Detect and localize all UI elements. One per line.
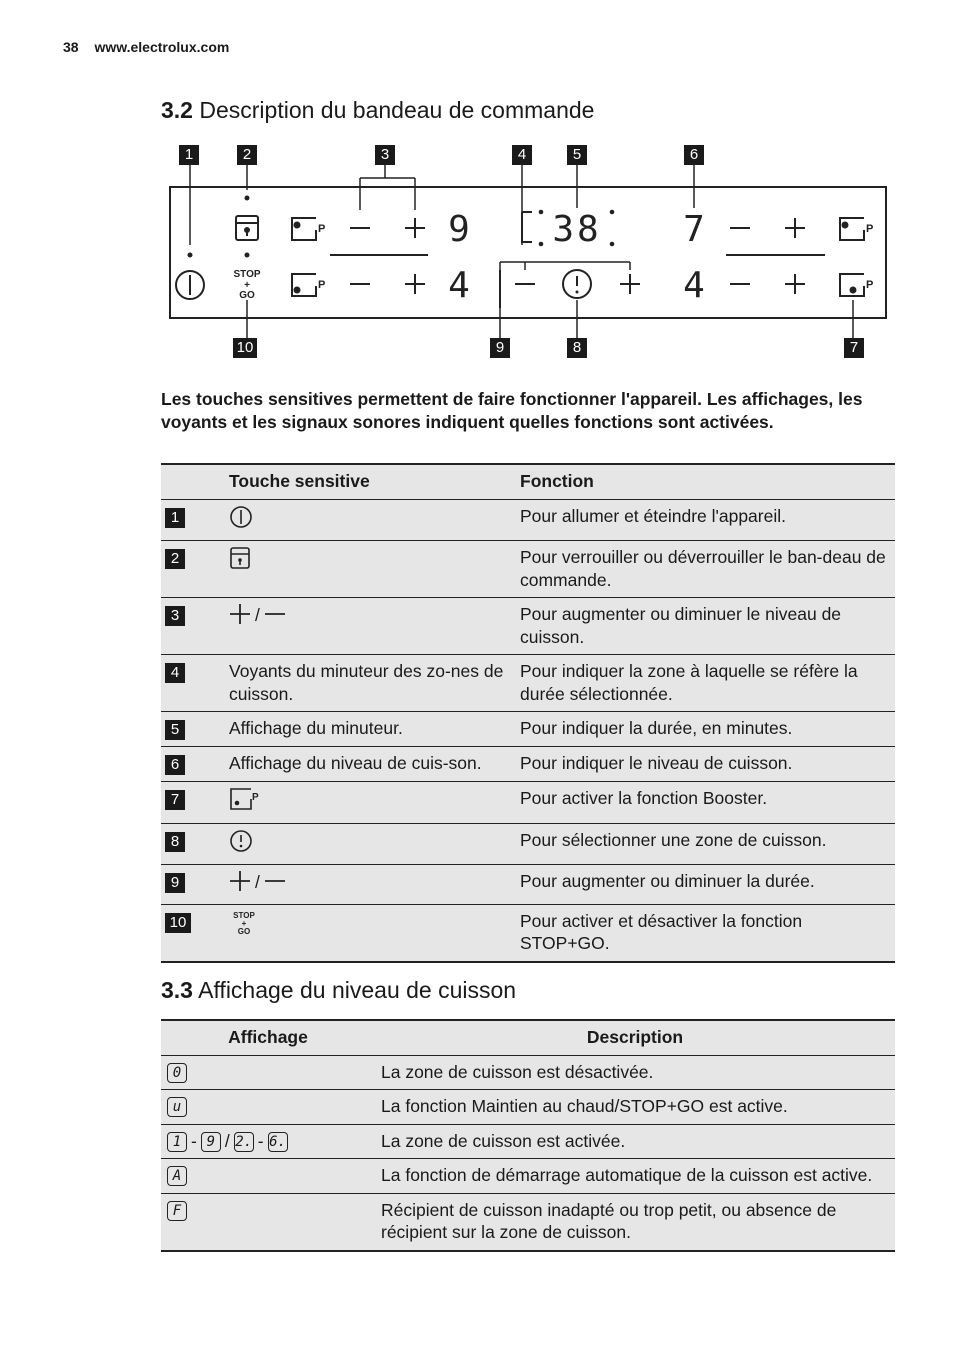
plus-label: + [244, 280, 250, 291]
touch-key-cell [223, 782, 514, 824]
separator: / [255, 872, 260, 893]
header-function: Fonction [514, 464, 895, 499]
row-number-cell [161, 541, 223, 598]
segment-glyph: 1 [167, 1132, 187, 1152]
function-cell: Pour activer et désactiver la fonction STOP+GO. [514, 904, 895, 962]
plus-icon [229, 870, 251, 898]
row-number-badge: 1 [165, 508, 185, 528]
separator: / [255, 605, 260, 626]
table-row [161, 655, 895, 712]
row-number-badge: 3 [165, 606, 185, 626]
segment-glyph: F [167, 1201, 187, 1221]
callout-6: 6 [684, 145, 704, 165]
table-row [161, 1159, 895, 1194]
touch-key-text: Voyants du minuteur des zo-nes de cuisson. [229, 661, 504, 704]
header-touch-key: Touche sensitive [223, 464, 514, 499]
row-number-cell [161, 782, 223, 824]
touch-key-cell [223, 823, 514, 865]
row-number-cell [161, 747, 223, 782]
row-number-badge: 6 [165, 755, 185, 775]
callout-9: 9 [490, 338, 510, 358]
row-number-cell [161, 598, 223, 655]
table-row [161, 747, 895, 782]
booster-p: P [866, 279, 874, 291]
row-number-badge: 7 [165, 790, 185, 810]
row-number-cell [161, 865, 223, 905]
touch-key-cell [223, 865, 514, 905]
row-number-badge: 8 [165, 832, 185, 852]
callout-3: 3 [375, 145, 395, 165]
table-header-row [161, 464, 895, 499]
function-cell: Pour indiquer la zone à laquelle se réfère la durée sélectionnée. [514, 655, 895, 712]
section-title-text: Description du bandeau de commande [199, 97, 595, 123]
svg-text:GO: GO [237, 926, 251, 936]
section-number: 3.2 [161, 97, 193, 123]
svg-text:+: + [241, 918, 247, 928]
table-row [161, 598, 895, 655]
page-number: 38 [63, 39, 79, 55]
function-cell: Pour indiquer le niveau de cuisson. [514, 747, 895, 782]
touch-key-text: Affichage du minuteur. [229, 718, 403, 738]
row-number-cell [161, 655, 223, 712]
row-number-badge: 10 [165, 913, 191, 933]
table-row [161, 1055, 895, 1090]
table-row [161, 782, 895, 824]
touch-key-cell [223, 904, 514, 962]
svg-text:P: P [252, 792, 259, 803]
display-cell [161, 1090, 375, 1125]
touch-keys-table [161, 463, 895, 963]
section-title-3-3 [161, 977, 516, 1004]
booster-p: P [318, 223, 326, 235]
go-label: GO [239, 290, 255, 301]
touch-key-cell [223, 747, 514, 782]
table-row [161, 904, 895, 962]
booster-p: P [866, 223, 874, 235]
touch-key-cell [223, 499, 514, 541]
function-cell: Pour augmenter ou diminuer la durée. [514, 865, 895, 905]
intro-paragraph: Les touches sensitives permettent de faire fonctionner l'appareil. Les affichages, les voyants et les signaux sonores indiquent quelles fonctions sont activées. [161, 389, 863, 432]
lock-icon [229, 546, 251, 576]
level-display-left-top: 9 [448, 209, 470, 250]
callout-5: 5 [567, 145, 587, 165]
table-row [161, 1090, 895, 1125]
table-row [161, 712, 895, 747]
svg-text:STOP: STOP [233, 910, 255, 920]
site-url: www.electrolux.com [94, 39, 230, 55]
display-cell [161, 1159, 375, 1194]
description-cell: La fonction de démarrage automatique de la cuisson est active. [375, 1159, 895, 1194]
lock-icon [236, 216, 258, 240]
header-description: Description [375, 1020, 895, 1055]
panel-artwork [0, 0, 954, 380]
booster-icon [840, 218, 864, 240]
table-header-row [161, 1020, 895, 1055]
booster-icon [840, 274, 864, 296]
separator: - [191, 1130, 197, 1151]
description-cell: La fonction Maintien au chaud/STOP+GO est active. [375, 1090, 895, 1125]
minus-icon [264, 870, 286, 898]
callout-10: 10 [233, 338, 257, 358]
header-empty [161, 464, 223, 499]
table-row [161, 1193, 895, 1251]
table-row [161, 541, 895, 598]
callout-7: 7 [844, 338, 864, 358]
separator: / [224, 1130, 230, 1151]
row-number-cell [161, 823, 223, 865]
row-number-badge: 4 [165, 663, 185, 683]
row-number-badge: 9 [165, 873, 185, 893]
row-number-cell [161, 499, 223, 541]
booster-p: P [318, 279, 326, 291]
display-table [161, 1019, 895, 1252]
booster-icon [292, 274, 316, 296]
function-cell: Pour verrouiller ou déverrouiller le ban-deau de commande. [514, 541, 895, 598]
display-cell [161, 1193, 375, 1251]
table-row [161, 499, 895, 541]
touch-key-cell [223, 598, 514, 655]
callout-8: 8 [567, 338, 587, 358]
row-number-cell [161, 712, 223, 747]
function-cell: Pour allumer et éteindre l'appareil. [514, 499, 895, 541]
timer-display: 38 [552, 209, 602, 250]
level-display-right-top: 7 [683, 209, 705, 250]
stop-label: STOP [233, 269, 261, 280]
separator: - [257, 1130, 264, 1151]
power-icon [229, 505, 253, 535]
touch-key-text: Affichage du niveau de cuis-son. [229, 753, 482, 773]
touch-key-cell [223, 712, 514, 747]
touch-key-cell [223, 541, 514, 598]
table-row [161, 865, 895, 905]
callout-1: 1 [179, 145, 199, 165]
booster-icon [229, 787, 259, 817]
minus-icon [264, 603, 286, 631]
row-number-cell [161, 904, 223, 962]
display-cell [161, 1055, 375, 1090]
row-number-badge: 2 [165, 549, 185, 569]
function-cell: Pour sélectionner une zone de cuisson. [514, 823, 895, 865]
power-icon [176, 271, 204, 299]
header-display: Affichage [161, 1020, 375, 1055]
description-cell: La zone de cuisson est activée. [375, 1124, 895, 1159]
level-display-right-bottom: 4 [683, 265, 705, 306]
stop-go-icon [229, 910, 259, 942]
callout-4: 4 [512, 145, 532, 165]
function-cell: Pour activer la fonction Booster. [514, 782, 895, 824]
plus-icon [229, 603, 251, 631]
touch-key-cell [223, 655, 514, 712]
segment-glyph: 9 [201, 1132, 221, 1152]
section-number: 3.3 [161, 977, 193, 1003]
table-row [161, 823, 895, 865]
function-cell: Pour indiquer la durée, en minutes. [514, 712, 895, 747]
callout-2: 2 [237, 145, 257, 165]
segment-glyph: 0 [167, 1063, 187, 1083]
zone-select-icon [229, 829, 253, 859]
display-cell [161, 1124, 375, 1159]
booster-icon [292, 218, 316, 240]
segment-glyph: 6. [269, 1133, 286, 1150]
description-cell: La zone de cuisson est désactivée. [375, 1055, 895, 1090]
segment-glyph: 2. [235, 1133, 253, 1150]
segment-glyph: u [167, 1097, 187, 1117]
description-cell: Récipient de cuisson inadapté ou trop petit, ou absence de récipient sur la zone de cuisson. [375, 1193, 895, 1251]
function-cell: Pour augmenter ou diminuer le niveau de cuisson. [514, 598, 895, 655]
segment-glyph: A [167, 1166, 187, 1186]
row-number-badge: 5 [165, 720, 185, 740]
table-row [161, 1124, 895, 1159]
section-title-text: Affichage du niveau de cuisson [198, 977, 517, 1003]
level-display-left-bottom: 4 [448, 265, 470, 306]
